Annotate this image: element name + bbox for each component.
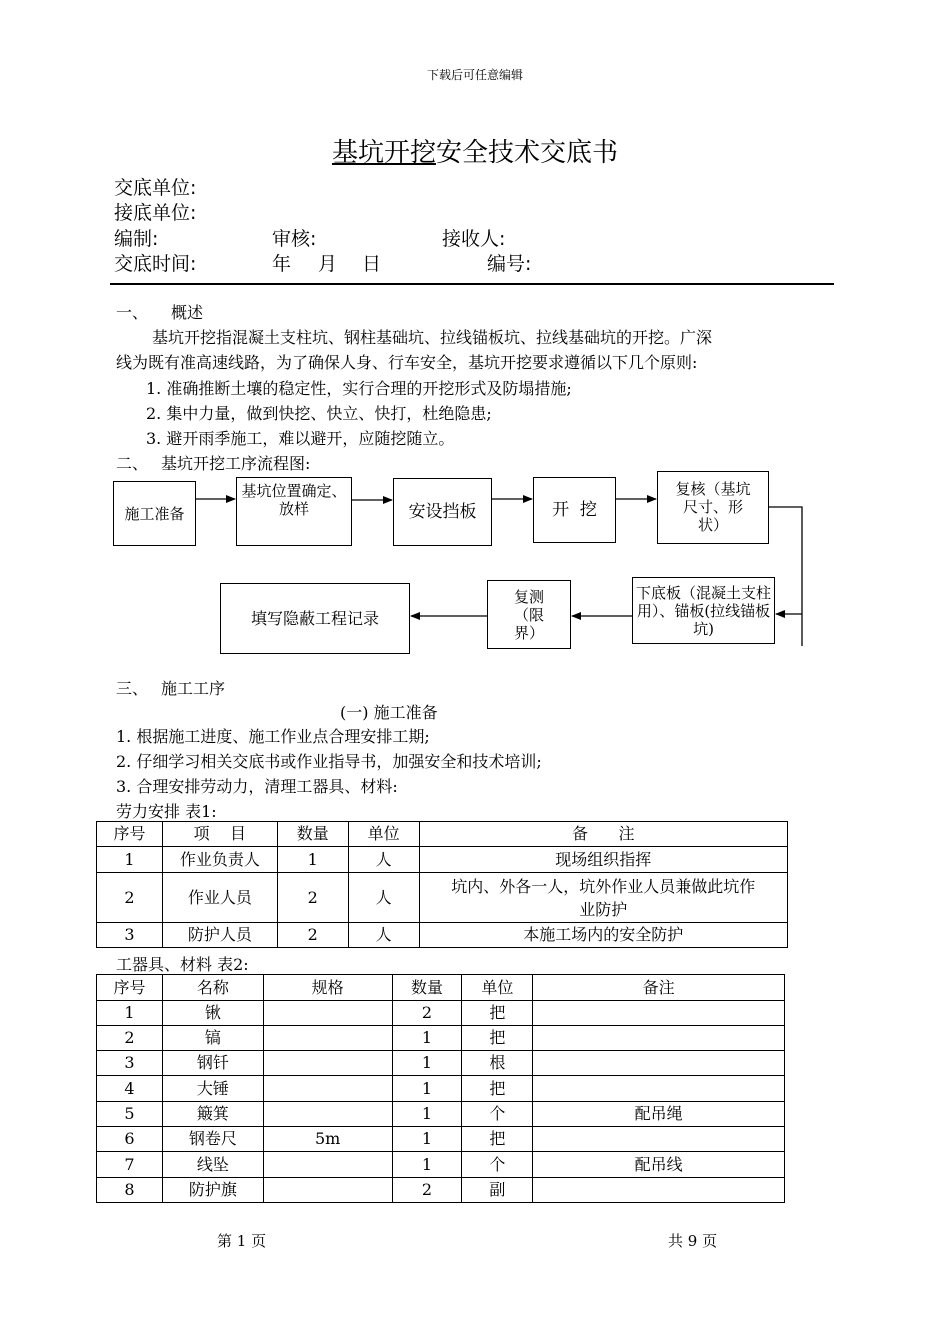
title-underlined: 基坑开挖: [331, 138, 436, 168]
table-cell: [533, 1026, 785, 1051]
table-cell: 本施工场内的安全防护: [419, 923, 787, 948]
meta-time: 交底时间:: [114, 253, 197, 275]
table-cell: 2: [277, 923, 348, 948]
flow-step-record: 填写隐蔽工程记录: [220, 583, 410, 654]
table-cell: [263, 1026, 392, 1051]
table-cell: 1: [392, 1102, 462, 1127]
table-cell: 5: [97, 1102, 163, 1127]
flow-step-recheck: 复核（基坑尺寸、形状）: [657, 471, 769, 544]
table-cell: [263, 1152, 392, 1178]
section1-number: 一、: [116, 303, 149, 322]
table-row: [97, 873, 788, 923]
section3-subheading: (一) 施工准备: [340, 703, 438, 722]
section3-heading: 施工工序: [161, 679, 226, 698]
table-row: [97, 923, 788, 948]
meta-receiver: 接底单位:: [114, 202, 197, 224]
page-number: 第 1 页: [217, 1232, 267, 1250]
meta-reviewed: 审核:: [272, 228, 317, 250]
table-cell: 1: [97, 847, 163, 873]
section1-para-line1: 基坑开挖指混凝土支柱坑、钢柱基础坑、拉线锚板坑、拉线基础坑的开挖。广深: [152, 328, 713, 347]
table-header-cell: 规格: [263, 975, 392, 1001]
table-cell: 大锤: [162, 1076, 263, 1102]
flow-step-base-plate: 下底板（混凝土支柱用）、锚板(拉线锚板坑): [632, 577, 775, 644]
table-row: [97, 1001, 785, 1026]
table-cell: 6: [97, 1127, 163, 1152]
page-total: 共 9 页: [668, 1232, 718, 1250]
table-cell: 人: [348, 847, 419, 873]
table-cell: 防护人员: [162, 923, 277, 948]
table-cell: 8: [97, 1178, 163, 1203]
table-header-cell: 数量: [277, 822, 348, 847]
table-cell: 把: [462, 1127, 533, 1152]
table-cell: 1: [97, 1001, 163, 1026]
meta-day: 日: [362, 253, 382, 275]
section1-para-line2: 线为既有准高速线路，为了确保人身、行车安全，基坑开挖要求遵循以下几个原则:: [116, 353, 698, 372]
header-note: 下载后可任意编辑: [426, 68, 523, 82]
table-cell: 个: [462, 1152, 533, 1178]
table2-caption: 工器具、材料 表2:: [116, 955, 249, 974]
table-header-cell: 名称: [162, 975, 263, 1001]
section3-number: 三、: [116, 679, 149, 698]
table-cell: 7: [97, 1152, 163, 1178]
meta-recipient: 接收人:: [442, 228, 506, 250]
meta-year: 年: [272, 253, 292, 275]
section3-item: 2. 仔细学习相关交底书或作业指导书，加强安全和技术培训;: [116, 752, 542, 771]
table-cell: 1: [392, 1076, 462, 1102]
table-row: [97, 1127, 785, 1152]
table-cell: 镐: [162, 1026, 263, 1051]
flow-step-baffle: 安设挡板: [393, 478, 492, 546]
table-cell: 坑内、外各一人，坑外作业人员兼做此坑作业防护: [419, 873, 787, 923]
table-cell: 5m: [263, 1127, 392, 1152]
section1-item: 2. 集中力量，做到快挖、快立、快打，杜绝隐患;: [146, 404, 492, 423]
table-header-cell: 序号: [97, 822, 163, 847]
table-cell: [263, 1051, 392, 1076]
section1-heading: 概述: [171, 303, 204, 322]
table-cell: 副: [462, 1178, 533, 1203]
table-cell: 2: [97, 1026, 163, 1051]
section1-item: 3. 避开雨季施工，难以避开，应随挖随立。: [146, 429, 455, 448]
table-cell: 把: [462, 1026, 533, 1051]
table-cell: 1: [392, 1127, 462, 1152]
table-header-row: [97, 975, 785, 1001]
table-cell: 配吊线: [533, 1152, 785, 1178]
meta-compiled: 编制:: [114, 228, 159, 250]
table-cell: 作业负责人: [162, 847, 277, 873]
table-row: [97, 1102, 785, 1127]
table-cell: 1: [392, 1152, 462, 1178]
table-header-cell: 备 注: [419, 822, 787, 847]
meta-month: 月: [318, 253, 338, 275]
flow-step-preparation: 施工准备: [113, 481, 196, 546]
table-cell: 4: [97, 1076, 163, 1102]
table-cell: [263, 1076, 392, 1102]
tools-table: [96, 974, 785, 1203]
table-header-cell: 备注: [533, 975, 785, 1001]
table-header-cell: 单位: [348, 822, 419, 847]
table-cell: 锹: [162, 1001, 263, 1026]
flow-arrow: [769, 507, 802, 614]
table-cell: 个: [462, 1102, 533, 1127]
table-cell: 线坠: [162, 1152, 263, 1178]
table-cell: 配吊绳: [533, 1102, 785, 1127]
table-header-cell: 单位: [462, 975, 533, 1001]
table-row: [97, 1051, 785, 1076]
table-cell: 3: [97, 923, 163, 948]
table-cell: 钢钎: [162, 1051, 263, 1076]
table-cell: 1: [392, 1026, 462, 1051]
table-header-row: [97, 822, 788, 847]
table-cell: 1: [277, 847, 348, 873]
table-cell: 2: [97, 873, 163, 923]
table-row: [97, 1076, 785, 1102]
table-cell: 防护旗: [162, 1178, 263, 1203]
flow-step-excavate: 开 挖: [533, 477, 616, 543]
table-header-cell: 项 目: [162, 822, 277, 847]
table-cell: 人: [348, 923, 419, 948]
table-cell: [533, 1001, 785, 1026]
table-cell: [263, 1178, 392, 1203]
table-cell: 把: [462, 1001, 533, 1026]
table-cell: [533, 1076, 785, 1102]
table-cell: 2: [392, 1178, 462, 1203]
table-cell: 人: [348, 873, 419, 923]
table-cell: 把: [462, 1076, 533, 1102]
flow-step-positioning: 基坑位置确定、放样: [236, 477, 352, 546]
table-cell: 2: [392, 1001, 462, 1026]
labor-table: [96, 821, 788, 948]
table-cell: 根: [462, 1051, 533, 1076]
section2-number: 二、: [116, 454, 149, 473]
table-cell: [533, 1127, 785, 1152]
table-cell: [263, 1001, 392, 1026]
table-cell: 1: [392, 1051, 462, 1076]
table-cell: [263, 1102, 392, 1127]
section1-item: 1. 准确推断土壤的稳定性，实行合理的开挖形式及防塌措施;: [146, 379, 572, 398]
table-cell: 钢卷尺: [162, 1127, 263, 1152]
table-cell: [533, 1051, 785, 1076]
table-cell: 3: [97, 1051, 163, 1076]
table1-caption: 劳力安排 表1:: [116, 802, 217, 821]
table-row: [97, 1026, 785, 1051]
table-cell: 簸箕: [162, 1102, 263, 1127]
meta-number: 编号:: [487, 253, 532, 275]
section3-item: 3. 合理安排劳动力，清理工器具、材料:: [116, 777, 398, 796]
section3-item: 1. 根据施工进度、施工作业点合理安排工期;: [116, 727, 430, 746]
table-cell: 作业人员: [162, 873, 277, 923]
title-rest: 安全技术交底书: [436, 138, 619, 168]
table-cell: 现场组织指挥: [419, 847, 787, 873]
table-row: [97, 1152, 785, 1178]
table-cell: 2: [277, 873, 348, 923]
table-header-cell: 数量: [392, 975, 462, 1001]
section2-heading: 基坑开挖工序流程图:: [161, 454, 311, 473]
meta-issuer: 交底单位:: [114, 177, 197, 199]
flow-step-remeasure: 复测（限界）: [487, 580, 571, 649]
table-row: [97, 847, 788, 873]
table-row: [97, 1178, 785, 1203]
table-cell: [533, 1178, 785, 1203]
table-header-cell: 序号: [97, 975, 163, 1001]
